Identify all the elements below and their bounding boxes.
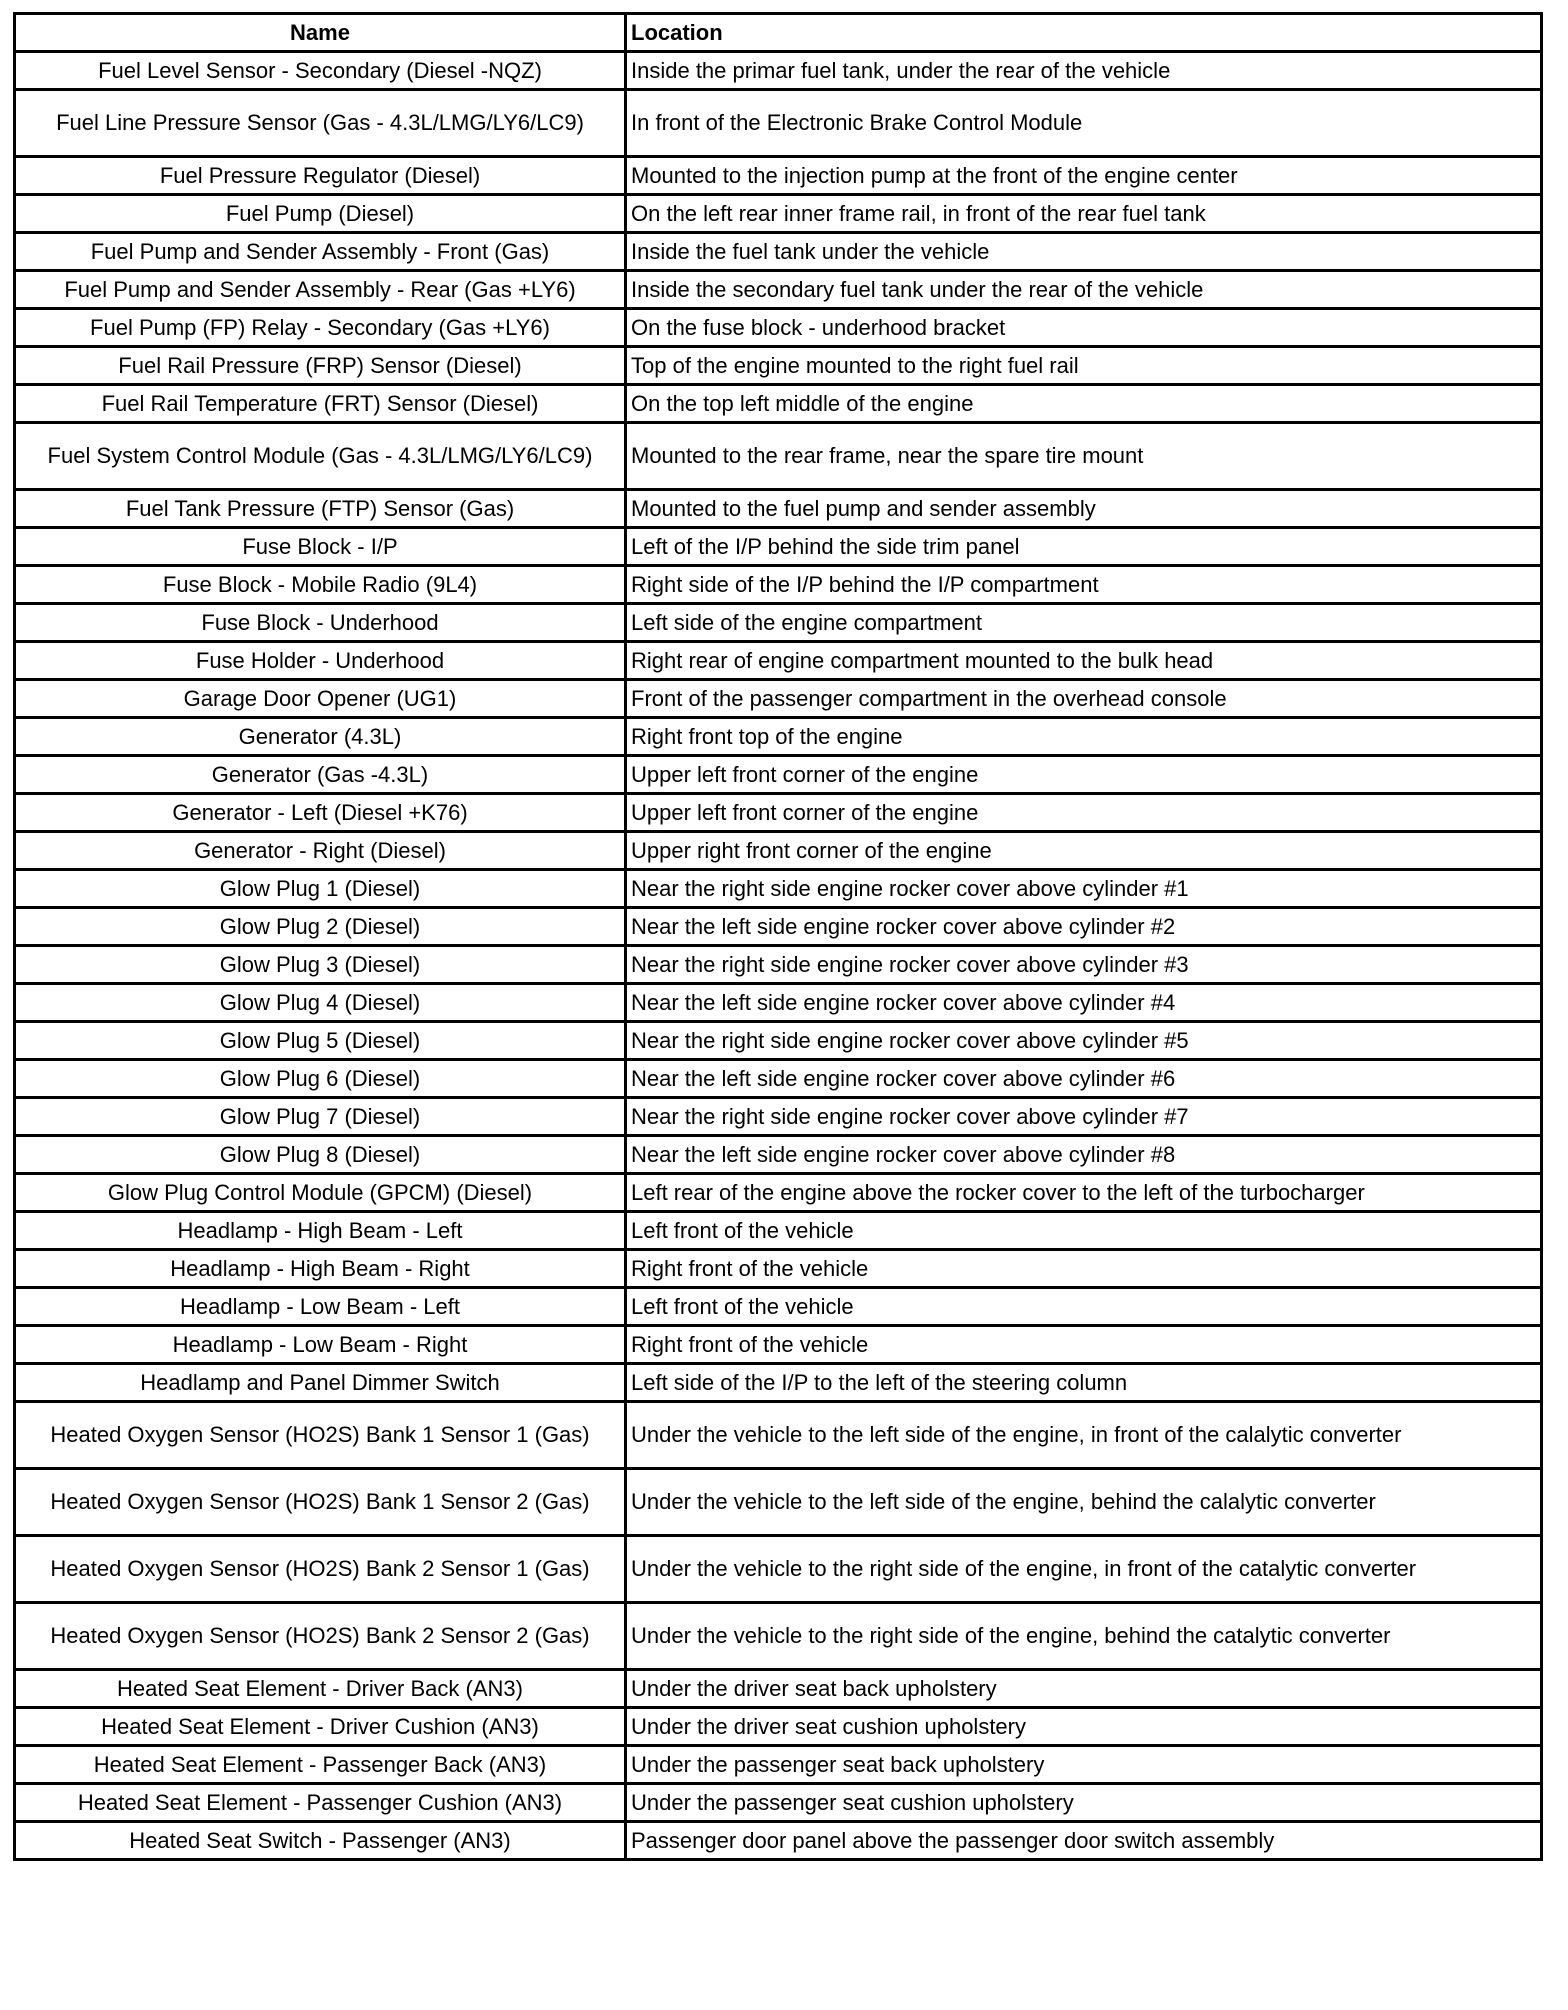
table-row: [15, 1536, 1542, 1603]
component-location: Left rear of the engine above the rocker cover to the left of the turbocharger: [626, 1174, 1542, 1212]
component-name: Fuel Pump (Diesel): [15, 195, 626, 233]
component-name: Headlamp - High Beam - Left: [15, 1212, 626, 1250]
component-location: Under the vehicle to the left side of the engine, behind the calalytic converter: [626, 1469, 1542, 1536]
component-name: Fuel Pump and Sender Assembly - Rear (Gas +LY6): [15, 271, 626, 309]
table-row: [15, 756, 1542, 794]
component-name: Glow Plug 7 (Diesel): [15, 1098, 626, 1136]
component-location: Under the vehicle to the right side of the engine, in front of the catalytic converter: [626, 1536, 1542, 1603]
table-row: [15, 1670, 1542, 1708]
component-name: Fuel Line Pressure Sensor (Gas - 4.3L/LMG/LY6/LC9): [15, 90, 626, 157]
component-location: Right front of the vehicle: [626, 1250, 1542, 1288]
component-name: Glow Plug 3 (Diesel): [15, 946, 626, 984]
component-location: Right rear of engine compartment mounted to the bulk head: [626, 642, 1542, 680]
table-row: [15, 1174, 1542, 1212]
table-row: [15, 309, 1542, 347]
table-row: [15, 870, 1542, 908]
component-location: Under the vehicle to the left side of the engine, in front of the calalytic converter: [626, 1402, 1542, 1469]
header-name: Name: [15, 14, 626, 52]
component-location: On the left rear inner frame rail, in front of the rear fuel tank: [626, 195, 1542, 233]
component-name: Fuse Holder - Underhood: [15, 642, 626, 680]
component-name: Heated Seat Element - Driver Back (AN3): [15, 1670, 626, 1708]
table-row: [15, 385, 1542, 423]
component-name: Fuel Level Sensor - Secondary (Diesel -NQZ): [15, 52, 626, 90]
component-name: Glow Plug 6 (Diesel): [15, 1060, 626, 1098]
component-location-table: [13, 12, 1543, 1861]
component-name: Fuse Block - Mobile Radio (9L4): [15, 566, 626, 604]
component-name: Fuel Pressure Regulator (Diesel): [15, 157, 626, 195]
component-name: Fuel Pump (FP) Relay - Secondary (Gas +LY6): [15, 309, 626, 347]
table-row: [15, 90, 1542, 157]
component-name: Generator (4.3L): [15, 718, 626, 756]
component-location: Left front of the vehicle: [626, 1288, 1542, 1326]
component-location: Right front of the vehicle: [626, 1326, 1542, 1364]
component-location: Under the driver seat back upholstery: [626, 1670, 1542, 1708]
header-location: Location: [626, 14, 1542, 52]
component-name: Heated Seat Element - Passenger Cushion (AN3): [15, 1784, 626, 1822]
table-row: [15, 1364, 1542, 1402]
table-row: [15, 946, 1542, 984]
table-row: [15, 423, 1542, 490]
component-name: Generator - Right (Diesel): [15, 832, 626, 870]
component-location: Upper left front corner of the engine: [626, 756, 1542, 794]
table-row: [15, 1822, 1542, 1860]
component-name: Generator (Gas -4.3L): [15, 756, 626, 794]
component-name: Fuel Rail Temperature (FRT) Sensor (Diesel): [15, 385, 626, 423]
component-name: Fuel Pump and Sender Assembly - Front (Gas): [15, 233, 626, 271]
table-row: [15, 680, 1542, 718]
component-name: Heated Oxygen Sensor (HO2S) Bank 1 Sensor 1 (Gas): [15, 1402, 626, 1469]
component-name: Headlamp and Panel Dimmer Switch: [15, 1364, 626, 1402]
component-location: Top of the engine mounted to the right fuel rail: [626, 347, 1542, 385]
component-location: Under the driver seat cushion upholstery: [626, 1708, 1542, 1746]
table-row: [15, 1250, 1542, 1288]
component-name: Glow Plug 8 (Diesel): [15, 1136, 626, 1174]
component-name: Generator - Left (Diesel +K76): [15, 794, 626, 832]
component-location: Near the right side engine rocker cover above cylinder #5: [626, 1022, 1542, 1060]
table-row: [15, 1784, 1542, 1822]
table-row: [15, 1060, 1542, 1098]
component-location: Near the left side engine rocker cover above cylinder #4: [626, 984, 1542, 1022]
table-row: [15, 1326, 1542, 1364]
component-location: Under the passenger seat cushion upholstery: [626, 1784, 1542, 1822]
component-name: Glow Plug 1 (Diesel): [15, 870, 626, 908]
table-row: [15, 1402, 1542, 1469]
table-row: [15, 1708, 1542, 1746]
table-row: [15, 1746, 1542, 1784]
component-name: Fuel System Control Module (Gas - 4.3L/LMG/LY6/LC9): [15, 423, 626, 490]
table-row: [15, 52, 1542, 90]
component-location: Passenger door panel above the passenger door switch assembly: [626, 1822, 1542, 1860]
component-name: Heated Seat Switch - Passenger (AN3): [15, 1822, 626, 1860]
component-name: Fuse Block - I/P: [15, 528, 626, 566]
component-name: Heated Oxygen Sensor (HO2S) Bank 2 Sensor 1 (Gas): [15, 1536, 626, 1603]
component-location: Right front top of the engine: [626, 718, 1542, 756]
component-name: Heated Oxygen Sensor (HO2S) Bank 2 Sensor 2 (Gas): [15, 1603, 626, 1670]
component-location: Mounted to the fuel pump and sender assembly: [626, 490, 1542, 528]
table-row: [15, 1603, 1542, 1670]
component-name: Glow Plug 2 (Diesel): [15, 908, 626, 946]
table-row: [15, 604, 1542, 642]
component-location: Left front of the vehicle: [626, 1212, 1542, 1250]
component-name: Glow Plug Control Module (GPCM) (Diesel): [15, 1174, 626, 1212]
table-row: [15, 1098, 1542, 1136]
component-location: Inside the primar fuel tank, under the rear of the vehicle: [626, 52, 1542, 90]
component-name: Fuse Block - Underhood: [15, 604, 626, 642]
component-location: Near the left side engine rocker cover above cylinder #6: [626, 1060, 1542, 1098]
component-location: Near the right side engine rocker cover above cylinder #3: [626, 946, 1542, 984]
component-name: Fuel Tank Pressure (FTP) Sensor (Gas): [15, 490, 626, 528]
component-location: Upper left front corner of the engine: [626, 794, 1542, 832]
component-name: Glow Plug 4 (Diesel): [15, 984, 626, 1022]
component-location: Front of the passenger compartment in the overhead console: [626, 680, 1542, 718]
table-row: [15, 271, 1542, 309]
table-row: [15, 195, 1542, 233]
component-name: Fuel Rail Pressure (FRP) Sensor (Diesel): [15, 347, 626, 385]
table-row: [15, 794, 1542, 832]
component-name: Glow Plug 5 (Diesel): [15, 1022, 626, 1060]
component-name: Garage Door Opener (UG1): [15, 680, 626, 718]
component-name: Headlamp - Low Beam - Left: [15, 1288, 626, 1326]
component-location: Right side of the I/P behind the I/P compartment: [626, 566, 1542, 604]
table-row: [15, 984, 1542, 1022]
table-row: [15, 347, 1542, 385]
component-location: Under the vehicle to the right side of the engine, behind the catalytic converter: [626, 1603, 1542, 1670]
table-row: [15, 566, 1542, 604]
table-row: [15, 1469, 1542, 1536]
component-location: Near the left side engine rocker cover above cylinder #2: [626, 908, 1542, 946]
table-row: [15, 1022, 1542, 1060]
component-location: Upper right front corner of the engine: [626, 832, 1542, 870]
component-location: Inside the secondary fuel tank under the rear of the vehicle: [626, 271, 1542, 309]
table-row: [15, 1212, 1542, 1250]
table-row: [15, 1136, 1542, 1174]
component-location: Under the passenger seat back upholstery: [626, 1746, 1542, 1784]
table-row: [15, 832, 1542, 870]
table-row: [15, 718, 1542, 756]
component-location: On the fuse block - underhood bracket: [626, 309, 1542, 347]
table-row: [15, 157, 1542, 195]
component-location: Near the right side engine rocker cover above cylinder #1: [626, 870, 1542, 908]
component-name: Headlamp - Low Beam - Right: [15, 1326, 626, 1364]
component-location: Inside the fuel tank under the vehicle: [626, 233, 1542, 271]
component-location: Mounted to the rear frame, near the spare tire mount: [626, 423, 1542, 490]
component-name: Heated Seat Element - Driver Cushion (AN3): [15, 1708, 626, 1746]
component-name: Heated Seat Element - Passenger Back (AN3): [15, 1746, 626, 1784]
table-row: [15, 233, 1542, 271]
component-location: Near the right side engine rocker cover above cylinder #7: [626, 1098, 1542, 1136]
table-row: [15, 490, 1542, 528]
table-row: [15, 908, 1542, 946]
component-location: Left side of the engine compartment: [626, 604, 1542, 642]
component-name: Headlamp - High Beam - Right: [15, 1250, 626, 1288]
component-location: On the top left middle of the engine: [626, 385, 1542, 423]
table-row: [15, 528, 1542, 566]
component-location: In front of the Electronic Brake Control Module: [626, 90, 1542, 157]
component-location: Mounted to the injection pump at the front of the engine center: [626, 157, 1542, 195]
component-location: Left of the I/P behind the side trim panel: [626, 528, 1542, 566]
table-row: [15, 642, 1542, 680]
table-row: [15, 1288, 1542, 1326]
header-row: [15, 14, 1542, 52]
component-location: Near the left side engine rocker cover above cylinder #8: [626, 1136, 1542, 1174]
component-location: Left side of the I/P to the left of the steering column: [626, 1364, 1542, 1402]
component-name: Heated Oxygen Sensor (HO2S) Bank 1 Sensor 2 (Gas): [15, 1469, 626, 1536]
